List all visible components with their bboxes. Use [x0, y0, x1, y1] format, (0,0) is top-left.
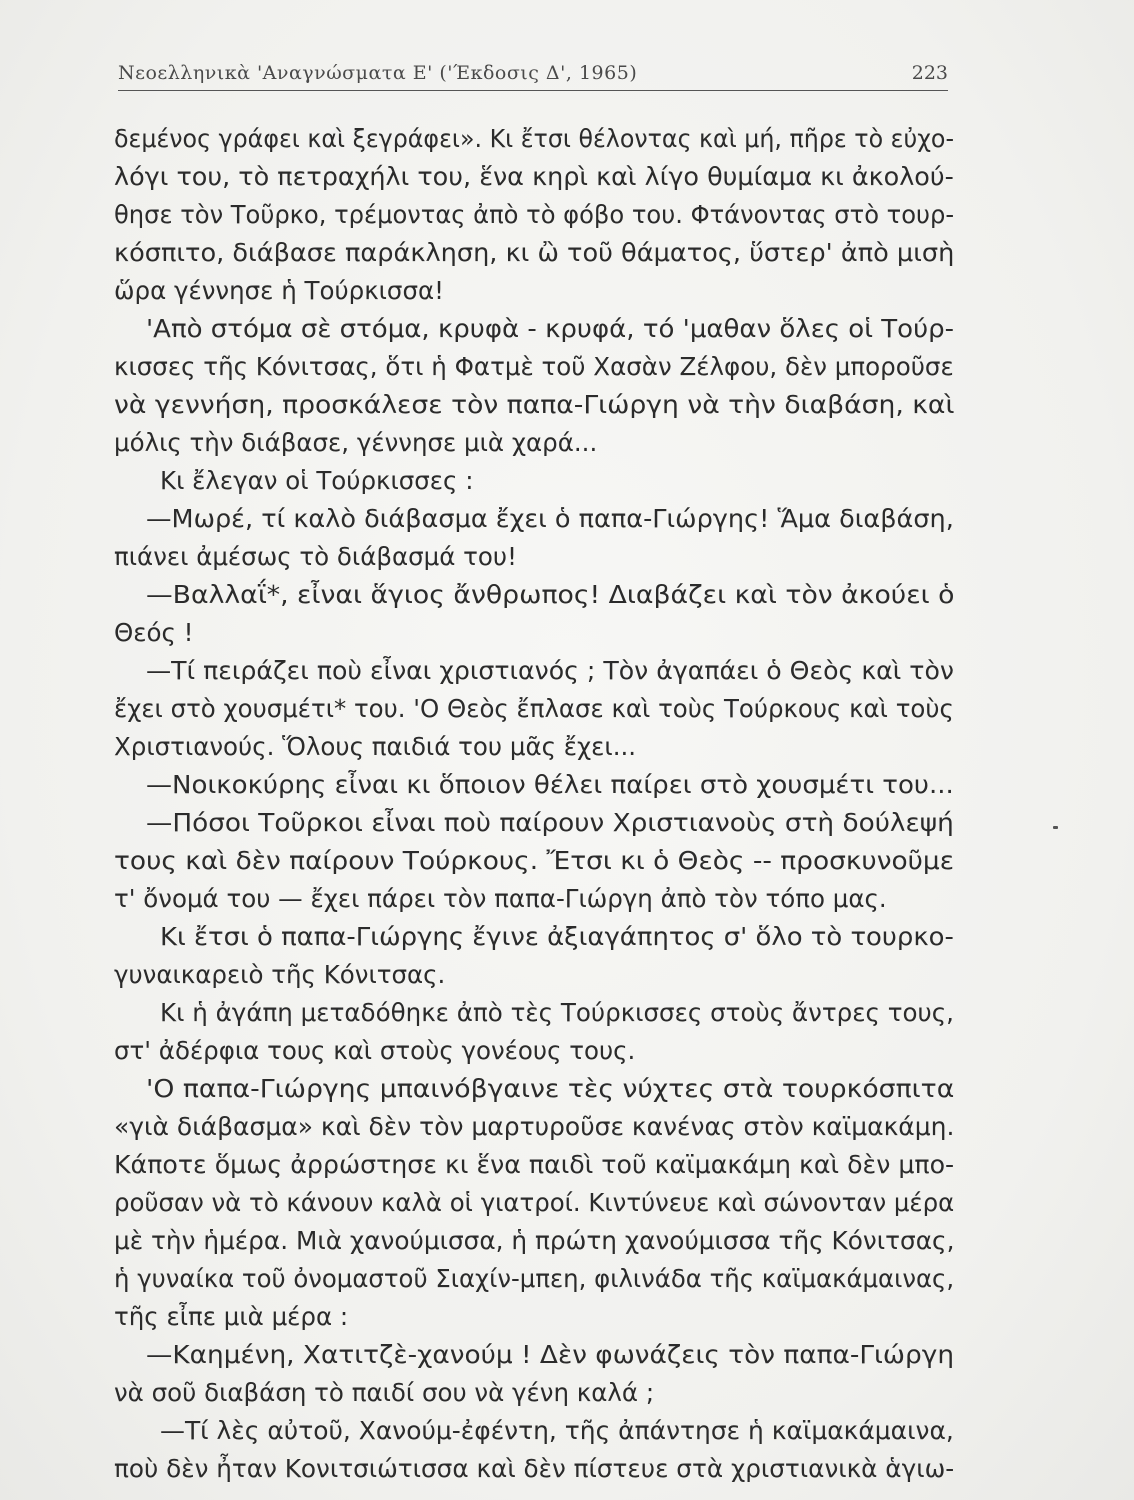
- text-line: —Νοικοκύρης εἶναι κι ὅποιον θέλει παίρει στὸ χουσμέτι του...: [146, 770, 954, 799]
- text-line: νὰ γεννήση, προσκάλεσε τὸν παπα-Γιώργη νὰ τὴν διαβάση, καὶ: [114, 390, 955, 419]
- text-line: —Τί πειράζει ποὺ εἶναι χριστιανός ; Τὸν ἀγαπάει ὁ Θεὸς καὶ τὸν: [146, 656, 954, 685]
- header-title: Νεοελληνικὰ 'Αναγνώσματα Ε' ('Έκδοσις Δ', 1965): [118, 62, 638, 84]
- text-line: τους καὶ δὲν παίρουν Τούρκους. Ἔτσι κι ὁ Θεὸς -- προσκυνοῦμε: [114, 846, 955, 875]
- text-line: Κι ἔτσι ὁ παπα-Γιώργης ἔγινε ἀξιαγάπητος σ' ὅλο τὸ τουρκο-: [160, 922, 954, 951]
- text-line: —Βαλλαΐ*, εἶναι ἅγιος ἄνθρωπος! Διαβάζει καὶ τὸν ἀκούει ὁ: [146, 580, 955, 609]
- text-line: τῆς εἶπε μιὰ μέρα :: [114, 1302, 349, 1331]
- text-line: Χριστιανούς. Ὅλους παιδιά του μᾶς ἔχει...: [114, 732, 637, 761]
- text-line: «γιὰ διάβασμα» καὶ δὲν τὸν μαρτυροῦσε κανένας στὸν καϊμακάμη.: [114, 1112, 955, 1141]
- text-line: Κι ἔλεγαν οἱ Τούρκισσες :: [160, 466, 474, 495]
- text-line: ἔχει στὸ χουσμέτι* του. 'Ο Θεὸς ἔπλασε καὶ τοὺς Τούρκους καὶ τοὺς: [114, 694, 954, 723]
- text-line: 'Ο παπα-Γιώργης μπαινόβγαινε τὲς νύχτες στὰ τουρκόσπιτα: [146, 1074, 955, 1103]
- text-line: τ' ὄνομά του — ἔχει πάρει τὸν παπα-Γιώργη ἀπὸ τὸν τόπο μας.: [114, 884, 887, 913]
- text-line: μόλις τὴν διάβασε, γέννησε μιὰ χαρά...: [114, 428, 598, 457]
- stray-mark: [1053, 826, 1058, 829]
- text-line: —Καημένη, Χατιτζὲ-χανούμ ! Δὲν φωνάζεις τὸν παπα-Γιώργη: [146, 1340, 955, 1369]
- text-line: δεμένος γράφει καὶ ξεγράφει». Κι ἔτσι θέλοντας καὶ μή, πῆρε τὸ εὐχο-: [114, 124, 955, 153]
- text-line: νὰ σοῦ διαβάση τὸ παιδί σου νὰ γένη καλά ;: [114, 1378, 655, 1407]
- text-line: —Πόσοι Τοῦρκοι εἶναι ποὺ παίρουν Χριστιανοὺς στὴ δούλεψή: [146, 808, 954, 837]
- text-line: κισσες τῆς Κόνιτσας, ὅτι ἡ Φατμὲ τοῦ Χασὰν Ζέλφου, δὲν μποροῦσε: [114, 352, 954, 381]
- text-line: ροῦσαν νὰ τὸ κάνουν καλὰ οἱ γιατροί. Κιντύνευε καὶ σώνονταν μέρα: [114, 1188, 955, 1217]
- text-line: θησε τὸν Τοῦρκο, τρέμοντας ἀπὸ τὸ φόβο του. Φτάνοντας στὸ τουρ-: [114, 200, 955, 229]
- text-line: —Τί λὲς αὐτοῦ, Χανούμ-ἐφέντη, τῆς ἀπάντησε ἡ καϊμακάμαινα,: [160, 1416, 954, 1445]
- text-line: κόσπιτο, διάβασε παράκληση, κι ὢ τοῦ θάματος, ὕστερ' ἀπὸ μισὴ: [114, 238, 955, 267]
- text-line: Θεός !: [114, 618, 194, 647]
- text-line: Κάποτε ὅμως ἀρρώστησε κι ἕνα παιδὶ τοῦ καϊμακάμη καὶ δὲν μπο-: [114, 1150, 955, 1179]
- text-line: ἡ γυναίκα τοῦ ὀνομαστοῦ Σιαχίν-μπεη, φιλινάδα τῆς καϊμακάμαινας,: [114, 1264, 955, 1293]
- text-line: ὥρα γέννησε ἡ Τούρκισσα!: [114, 276, 444, 305]
- text-line: γυναικαρειὸ τῆς Κόνιτσας.: [114, 960, 446, 989]
- text-line: μὲ τὴν ἡμέρα. Μιὰ χανούμισσα, ἡ πρώτη χανούμισσα τῆς Κόνιτσας,: [114, 1226, 955, 1255]
- text-line: πιάνει ἀμέσως τὸ διάβασμά του!: [114, 542, 517, 571]
- text-line: —Μωρέ, τί καλὸ διάβασμα ἔχει ὁ παπα-Γιώργης! Ἅμα διαβάση,: [146, 504, 954, 533]
- page-number: 223: [911, 62, 948, 84]
- text-line: λόγι του, τὸ πετραχήλι του, ἕνα κηρὶ καὶ λίγο θυμίαμα κι ἀκολού-: [114, 162, 954, 191]
- text-line: 'Απὸ στόμα σὲ στόμα, κρυφὰ - κρυφά, τό 'μαθαν ὅλες οἱ Τούρ-: [146, 314, 955, 343]
- text-line: Κι ἡ ἀγάπη μεταδόθηκε ἀπὸ τὲς Τούρκισσες στοὺς ἄντρες τους,: [160, 998, 954, 1027]
- text-line: ποὺ δὲν ἦταν Κονιτσιώτισσα καὶ δὲν πίστευε στὰ χριστιανικὰ ἁγιω-: [114, 1454, 955, 1483]
- running-header: [118, 60, 948, 91]
- text-line: στ' ἀδέρφια τους καὶ στοὺς γονέους τους.: [114, 1036, 636, 1065]
